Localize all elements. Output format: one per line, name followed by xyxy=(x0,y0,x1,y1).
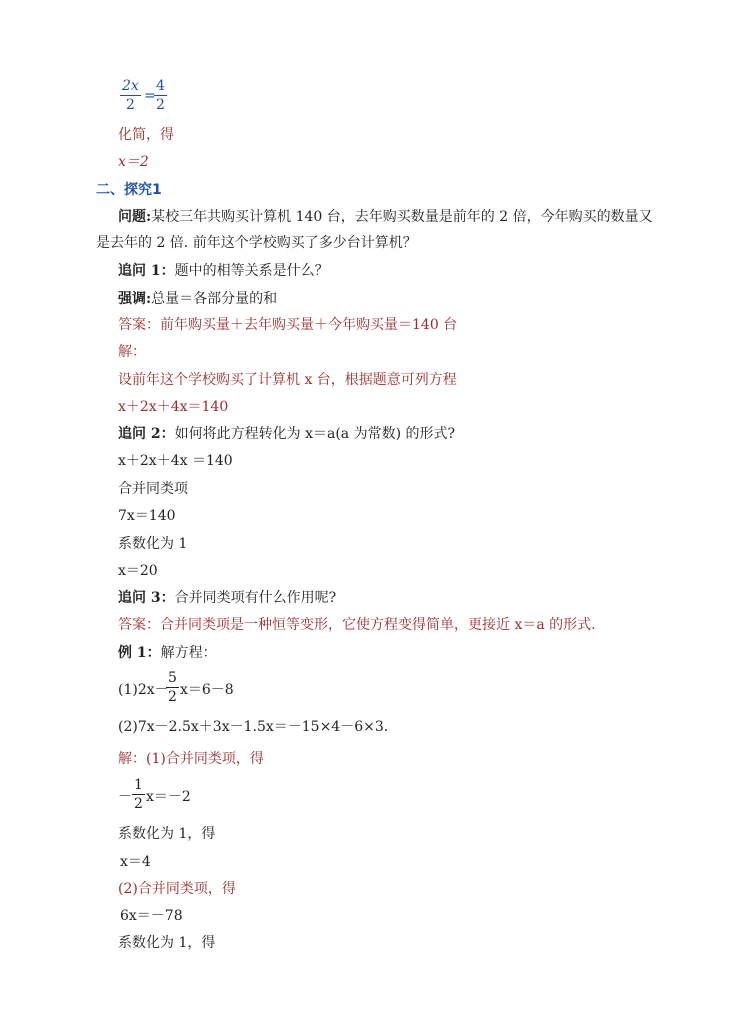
equals-sign: = xyxy=(144,88,156,104)
follow-up-label: 追问 3： xyxy=(118,590,175,606)
fraction-lhs xyxy=(120,78,141,113)
follow-up-text: 如何将此方程转化为 x＝a(a 为常数) 的形式? xyxy=(174,426,455,442)
fraction-denominator: 2 xyxy=(156,97,165,113)
fraction-denominator: 2 xyxy=(168,689,177,705)
example-1 xyxy=(118,644,217,662)
fraction-rhs xyxy=(154,78,167,113)
result-x-2: x＝2 xyxy=(118,154,149,170)
follow-up-label: 追问 2： xyxy=(118,426,175,442)
fraction-bar xyxy=(120,95,141,96)
section-heading: 二、探究1 xyxy=(96,182,162,198)
problem-line-1 xyxy=(118,208,653,226)
example-text: 解方程： xyxy=(160,645,217,661)
problem-label: 问题: xyxy=(118,209,152,225)
example-eq1-prefix: (1)2x－ xyxy=(118,682,169,698)
solution2-line-1: 解：(1)合并同类项，得 xyxy=(118,751,264,767)
solution2-eq1-prefix: － xyxy=(118,789,132,805)
fraction-numerator: 2x xyxy=(122,78,139,94)
solution2-line-3: (2)合并同类项，得 xyxy=(118,881,236,897)
follow-up-label: 追问 1： xyxy=(118,263,175,279)
solution2-result-1: x＝4 xyxy=(120,854,151,870)
answer-1: 答案：前年购买量＋去年购买量＋今年购买量＝140 台 xyxy=(118,317,458,333)
simplify-text: 化简，得 xyxy=(118,127,174,143)
step-equation: x＋2x＋4x ＝140 xyxy=(118,453,233,469)
solution2-line-4: 系数化为 1，得 xyxy=(118,935,216,951)
step-coefficient: 系数化为 1 xyxy=(118,536,188,552)
fraction-denominator: 2 xyxy=(125,97,135,113)
fraction-numerator: 5 xyxy=(168,670,177,686)
solution-equation: x＋2x＋4x＝140 xyxy=(118,399,229,415)
follow-up-text: 题中的相等关系是什么？ xyxy=(174,263,329,279)
follow-up-text: 合并同类项有什么作用呢? xyxy=(174,590,337,606)
step-result: x＝20 xyxy=(118,563,158,579)
follow-up-3 xyxy=(118,589,336,607)
emphasis-label: 强调: xyxy=(118,291,152,307)
example-eq1-fraction xyxy=(166,670,179,705)
solution2-eq1-suffix: x＝－2 xyxy=(146,789,191,805)
emphasis xyxy=(118,290,277,308)
fraction-bar xyxy=(166,687,179,688)
problem-line-2: 是去年的 2 倍. 前年这个学校购买了多少台计算机？ xyxy=(96,235,417,251)
fraction-numerator: 4 xyxy=(156,78,165,94)
solution-line-1: 设前年这个学校购买了计算机 x 台，根据题意可列方程 xyxy=(118,372,457,388)
solution-label: 解： xyxy=(118,344,146,360)
step-combine: 合并同类项 xyxy=(118,481,188,497)
follow-up-2 xyxy=(118,425,455,443)
solution2-line-2: 系数化为 1，得 xyxy=(118,826,216,842)
solution2-eq1-fraction xyxy=(132,777,145,812)
emphasis-text: 总量＝各部分量的和 xyxy=(151,291,278,307)
problem-text: 某校三年共购买计算机 140 台，去年购买数量是前年的 2 倍，今年购买的数量又 xyxy=(151,209,653,225)
fraction-denominator: 2 xyxy=(134,796,143,812)
fraction-bar xyxy=(132,794,145,795)
solution2-eq2: 6x＝－78 xyxy=(120,908,183,924)
fraction-numerator: 1 xyxy=(134,777,143,793)
step-7x: 7x＝140 xyxy=(118,508,176,524)
example-label: 例 1： xyxy=(118,645,161,661)
example-eq1-suffix: x＝6－8 xyxy=(180,682,234,698)
example-eq2: (2)7x－2.5x＋3x－1.5x＝－15×4－6×3. xyxy=(118,719,389,735)
answer-3: 答案：合并同类项是一种恒等变形，它使方程变得简单，更接近 x＝a 的形式. xyxy=(118,617,596,633)
fraction-bar xyxy=(154,95,167,96)
follow-up-1 xyxy=(118,262,329,280)
